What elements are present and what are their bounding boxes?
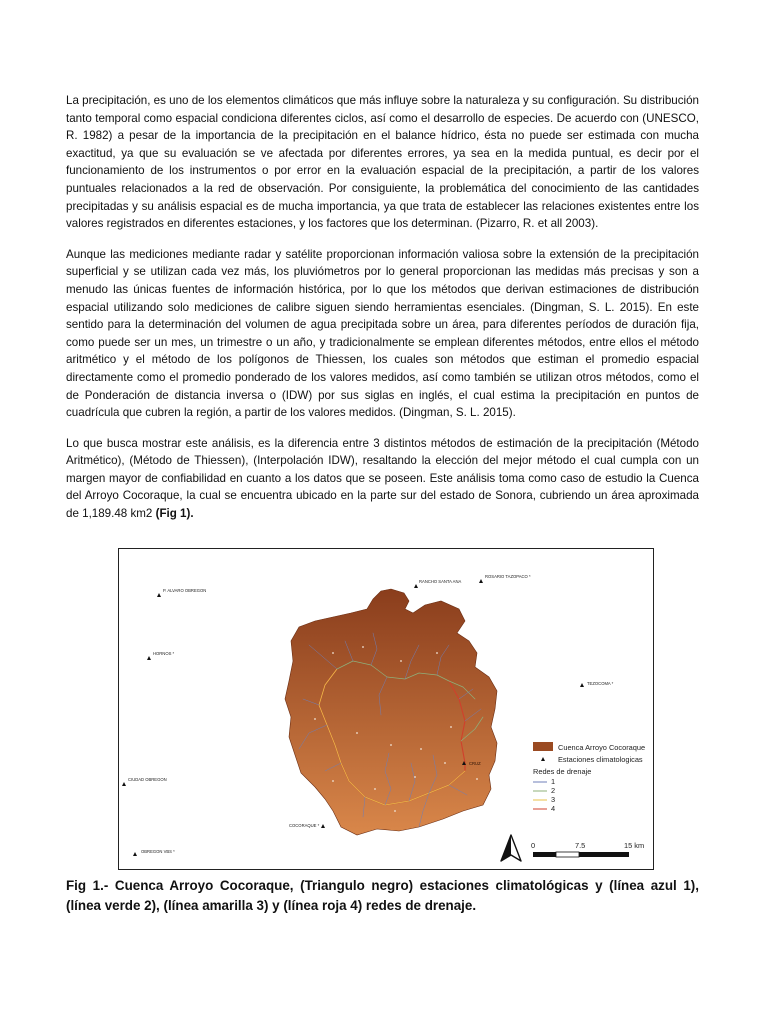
station-label: ROSARIO TAZOPACO * [485, 574, 531, 579]
legend-basin-swatch [533, 742, 553, 751]
basin-point [414, 776, 416, 778]
station-triangle [147, 656, 151, 660]
station-hornos [147, 651, 175, 660]
station-triangle [479, 579, 483, 583]
legend-drainage-label-3: 3 [551, 795, 556, 804]
legend-drainage-label-4: 4 [551, 804, 556, 813]
station-triangle [122, 782, 126, 786]
basin-point [450, 726, 452, 728]
station-obregon-vbs [133, 849, 175, 856]
station-p-alvaro-obregon [157, 588, 206, 597]
scale-segment-2 [556, 852, 579, 857]
station-triangle [157, 593, 161, 597]
basin-map-figure [118, 548, 654, 870]
station-label: COCORAQUE * [289, 823, 320, 828]
station-label: CIUDAD OBREGON [128, 777, 167, 782]
legend-drainage-label-1: 1 [551, 777, 556, 786]
scale-segment-3 [579, 852, 604, 857]
basin-point [332, 652, 334, 654]
basin-point [436, 652, 438, 654]
station-triangle [580, 683, 584, 687]
basin-point [394, 810, 396, 812]
figure-reference: (Fig 1). [155, 507, 194, 521]
basin-point [476, 778, 478, 780]
paragraph-3 [66, 435, 699, 523]
basin-point [332, 780, 334, 782]
paragraph-2: Aunque las mediciones mediante radar y satélite proporcionan información valiosa sobre la extensión de la precipitación superficial y se utilizan cada vez más, los pluviómetros por lo general proporcionan las medidas más precisas y son a menudo las únicas fuentes de información histórica, por lo que los métodos que derivan estimaciones de distribución espacial utilizando solo mediciones de calibre siguen siendo herramientas esenciales. (Dingman, S. L. 2015). En este sentido para la determinación del volumen de agua precipitada sobre un área, para diferentes períodos de duración fija, como puede ser un mes, un trimestre o un año, y tradicionalmente se emplean diferentes métodos, entre ellos el método aritmético y el método de los polígonos de Thiessen, los cuales son métodos que estiman el promedio espacial directamente como el promedio ponderado de los valores medidos, así como también se utilizan otros métodos, como el de Ponderación de distancia inversa o (IDW) por sus siglas en inglés, el cual estima la precipitación en puntos de cuadrícula que cubren la región, a partir de los valores medidos. (Dingman, S. L. 2015). [66, 247, 699, 420]
basin-point [356, 732, 358, 734]
map-legend [533, 742, 645, 813]
station-label: TEZOCOMA * [587, 681, 614, 686]
basin-point [420, 748, 422, 750]
station-ciudad-obregon [122, 777, 167, 786]
scale-label-7-5: 7.5 [575, 841, 586, 850]
station-rosario-tazopaco [479, 574, 531, 583]
basin-point [390, 744, 392, 746]
station-cocoraque [289, 823, 325, 828]
north-arrow-icon [501, 835, 521, 861]
station-label: OBREGON VBS * [141, 849, 175, 854]
legend-drainage-label-2: 2 [551, 786, 556, 795]
scale-segment-1 [533, 852, 556, 857]
station-triangle [414, 584, 418, 588]
station-tezocoma [580, 681, 614, 687]
legend-drainage-title: Redes de drenaje [533, 767, 592, 776]
station-label: HORNOS * [153, 651, 175, 656]
figure-caption: Fig 1.- Cuenca Arroyo Cocoraque, (Triangulo negro) estaciones climatológicas y (línea azul 1), (línea verde 2), (línea amarilla 3) y (línea roja 4) redes de drenaje. [66, 878, 699, 913]
basin-polygon [285, 589, 497, 835]
legend-basin-label: Cuenca Arroyo Cocoraque [558, 743, 646, 752]
station-label: P. ALVARO OBREGON [163, 588, 207, 593]
station-rancho-santa-ana [414, 579, 461, 588]
scale-label-0: 0 [531, 841, 536, 850]
paragraph-3-text: Lo que busca mostrar este análisis, es la diferencia entre 3 distintos métodos de estimación de la precipitación (Método Aritmético), (Método de Thiessen), (Interpolación IDW), resaltando la elección del mejor método el cual cumpla con un margen mayor de confiabilidad en cuanto a los datos que se poseen. Este análisis toma como caso de estudio la Cuenca del Arroyo Cocoraque, la cual se encuentra ubicado en la parte sur del estado de Sonora, cubriendo un área aproximada de 1,189.48 km2 [66, 436, 699, 521]
paragraph-1: La precipitación, es uno de los elementos climáticos que más influye sobre la naturaleza y su configuración. Su distribución tanto temporal como espacial condiciona diferentes ciclos, así como el desarrollo de especies. De acuerdo con (UNESCO, R. 1982) a pesar de la importancia de la precipitación en el balance hídrico, ésta no puede ser estimada con mucha exactitud, ya que su evaluación se ve afectada por diferentes errores, ya sea en la medida puntual, es decir por el funcionamiento de los instrumentos o por error en la evaluación espacial de la precipitación, a partir de los valores puntuales relacionados a la red de observación. Por consiguiente, la problemática del conocimiento de las cantidades precipitadas y su análisis espacial es de mucha importancia, ya que trata de establecer las relaciones existentes entre los valores registrados en diferentes estaciones, y los factores que los determinan. (Pizarro, R. et all 2003). [66, 94, 699, 231]
scale-label-15: 15 km [624, 841, 645, 850]
document-body [66, 92, 699, 536]
basin-point [362, 646, 364, 648]
basin-point [374, 788, 376, 790]
basin-point [400, 660, 402, 662]
station-triangle [133, 852, 137, 856]
station-label: RANCHO SANTA ANA [419, 579, 462, 584]
basin-point [444, 762, 446, 764]
scale-segment-4 [604, 852, 629, 857]
station-triangle [321, 824, 325, 828]
basin-map [119, 549, 653, 869]
basin-point [314, 718, 316, 720]
legend-stations-label: Estaciones climatologicas [558, 755, 643, 764]
scale-bar [531, 841, 644, 857]
legend-station-symbol [541, 757, 545, 761]
station-label: CRUZ [469, 761, 481, 766]
